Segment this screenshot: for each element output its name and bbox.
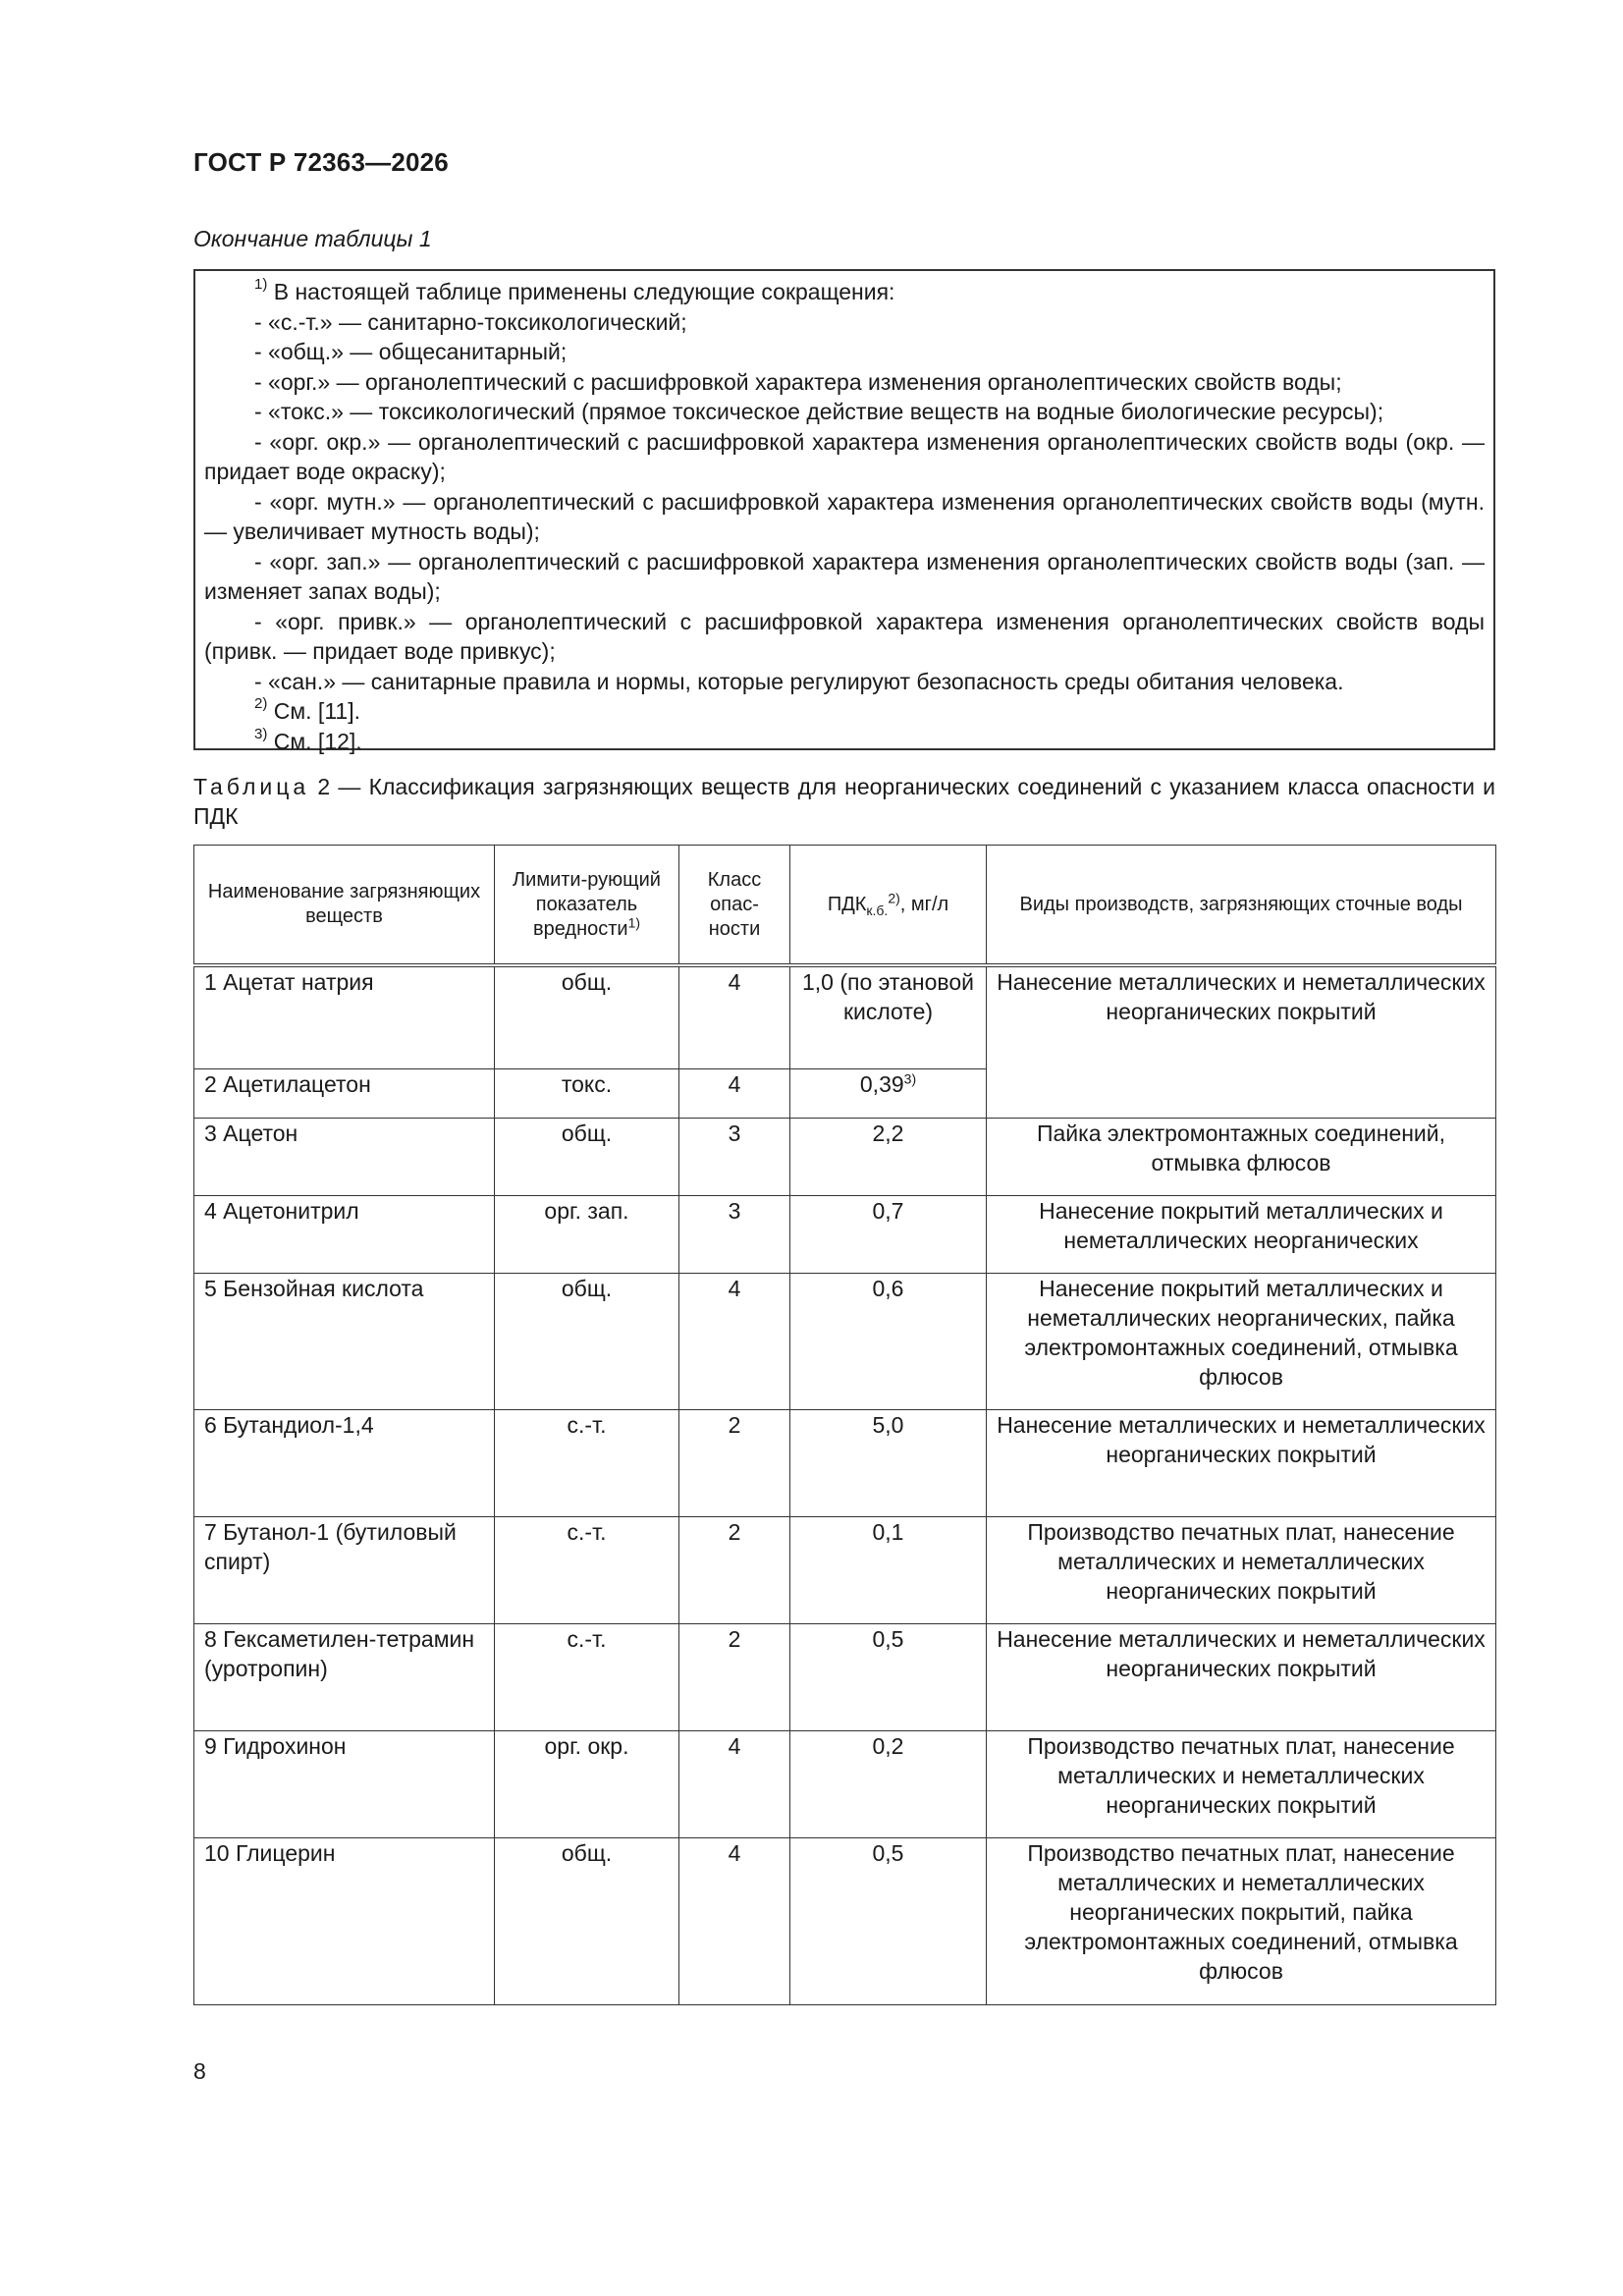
table-header-row [194, 846, 1496, 966]
cell-name: 5 Бензойная кислота [194, 1273, 495, 1409]
table-row [194, 1273, 1496, 1409]
note-item: - «орг. зап.» — органолептический с расшифровкой характера изменения органолептических свойств воды (зап. — изменяет запах воды); [204, 548, 1485, 604]
header-pdk-unit: , мг/л [899, 893, 949, 915]
note-item: - «орг. привк.» — органолептический с расшифровкой характера изменения органолептических свойств воды (привк. — придает воде привкус); [204, 608, 1485, 664]
cell-class: 4 [679, 1068, 790, 1118]
cell-class: 4 [679, 1837, 790, 2004]
cell-class: 2 [679, 1516, 790, 1623]
pollutants-table [193, 845, 1496, 2005]
footnote-ref-2 [204, 696, 1485, 727]
cell-industries: Производство печатных плат, нанесение металлических и неметаллических неорганических покрытий, пайка электромонтажных соединений, отмывка флюсов [987, 1837, 1496, 2004]
note-item: - «с.-т.» — санитарно-токсикологический; [254, 308, 687, 335]
cell-industries: Производство печатных плат, нанесение металлических и неметаллических неорганических покрытий [987, 1516, 1496, 1623]
note-item: - «токс.» — токсикологический (прямое токсическое действие веществ на водные биологические ресурсы); [254, 399, 1384, 424]
table-caption-text: — Классификация загрязняющих веществ для неорганических соединений с указанием класса опасности и ПДК [193, 774, 1496, 829]
cell-name: 3 Ацетон [194, 1118, 495, 1195]
note-item: - «орг.» — органолептический с расшифровкой характера изменения органолептических свойств воды; [254, 368, 1342, 395]
cell-pdk-sup: 3) [903, 1069, 917, 1086]
table-row [194, 1409, 1496, 1516]
cell-pdk: 0,5 [790, 1837, 987, 2004]
cell-limit: с.-т. [495, 1623, 679, 1730]
note-item: - «орг. окр.» — органолептический с расшифровкой характера изменения органолептических свойств воды (окр. — придает воде окраску); [204, 428, 1485, 484]
note-item: - «орг. мутн.» — органолептический с расшифровкой характера изменения органолептических свойств воды (мутн. — увеличивает мутность воды); [204, 488, 1485, 544]
cell-class: 2 [679, 1623, 790, 1730]
footnote-ref-3 [204, 727, 1485, 757]
cell-pdk: 0,5 [790, 1623, 987, 1730]
table-row [194, 1516, 1496, 1623]
cell-limit: общ. [495, 1837, 679, 2004]
cell-pdk: 5,0 [790, 1409, 987, 1516]
header-limit [495, 846, 679, 966]
cell-industries: Нанесение металлических и неметаллических неорганических покрытий [987, 1623, 1496, 1730]
cell-name: 4 Ацетонитрил [194, 1195, 495, 1273]
cell-limit: с.-т. [495, 1409, 679, 1516]
cell-name: 9 Гидрохинон [194, 1730, 495, 1837]
abbreviations-notes-box [193, 269, 1495, 754]
header-industries: Виды производств, загрязняющих сточные воды [987, 846, 1496, 966]
cell-class: 4 [679, 1730, 790, 1837]
header-limit-sup: 1) [627, 913, 641, 930]
table-caption [193, 772, 1495, 831]
footnote-mark: 1) [254, 276, 268, 294]
cell-class: 3 [679, 1118, 790, 1195]
cell-limit: общ. [495, 965, 679, 1068]
cell-pdk: 1,0 (по этановой кислоте) [790, 965, 987, 1068]
cell-limit: с.-т. [495, 1516, 679, 1623]
notes-intro-text: В настоящей таблице применены следующие сокращения: [267, 279, 895, 304]
cell-limit: общ. [495, 1273, 679, 1409]
header-pdk [790, 846, 987, 966]
cell-pdk: 0,7 [790, 1195, 987, 1273]
table-row [194, 1623, 1496, 1730]
table-row [194, 1195, 1496, 1273]
cell-name: 6 Бутандиол-1,4 [194, 1409, 495, 1516]
table-row [194, 965, 1496, 1068]
cell-name: 1 Ацетат натрия [194, 965, 495, 1068]
cell-class: 3 [679, 1195, 790, 1273]
note-item: - «сан.» — санитарные правила и нормы, которые регулируют безопасность среды обитания человека. [254, 668, 1344, 694]
header-pdk-main: ПДК [827, 893, 867, 915]
cell-industries: Нанесение металлических и неметаллических неорганических покрытий [987, 1409, 1496, 1516]
cell-limit: токс. [495, 1068, 679, 1118]
cell-pdk: 0,6 [790, 1273, 987, 1409]
cell-pdk [790, 1068, 987, 1118]
cell-pdk: 0,2 [790, 1730, 987, 1837]
cell-class: 4 [679, 965, 790, 1068]
cell-name: 2 Ацетилацетон [194, 1068, 495, 1118]
table-row [194, 1730, 1496, 1837]
table-caption-number: 2 [309, 774, 331, 799]
cell-name: 10 Глицерин [194, 1837, 495, 2004]
cell-industries: Нанесение металлических и неметаллических неорганических покрытий [987, 965, 1496, 1118]
cell-class: 2 [679, 1409, 790, 1516]
cell-pdk-value: 0,39 [859, 1070, 904, 1097]
header-pdk-sub: к.б. [866, 902, 889, 918]
table-caption-label: Таблица [193, 774, 310, 799]
cell-limit: орг. зап. [495, 1195, 679, 1273]
cell-name: 8 Гексаметилен-тетрамин (уротропин) [194, 1623, 495, 1730]
table-row [194, 1837, 1496, 2004]
cell-limit: общ. [495, 1118, 679, 1195]
cell-limit: орг. окр. [495, 1730, 679, 1837]
header-pdk-sup: 2) [888, 889, 900, 905]
cell-pdk: 2,2 [790, 1118, 987, 1195]
header-name: Наименование загрязняющих веществ [194, 846, 495, 966]
header-class: Класс опас-ности [679, 846, 790, 966]
cell-class: 4 [679, 1273, 790, 1409]
cell-industries: Пайка электромонтажных соединений, отмывка флюсов [987, 1118, 1496, 1195]
cell-industries: Производство печатных плат, нанесение металлических и неметаллических неорганических покрытий [987, 1730, 1496, 1837]
notes-intro [204, 277, 1485, 307]
table-row [194, 1118, 1496, 1195]
cell-industries: Нанесение покрытий металлических и неметаллических неорганических [987, 1195, 1496, 1273]
cell-name: 7 Бутанол-1 (бутиловый спирт) [194, 1516, 495, 1623]
footnote-mark: 2) [254, 695, 268, 713]
cell-industries: Нанесение покрытий металлических и неметаллических неорганических, пайка электромонтажных соединений, отмывка флюсов [987, 1273, 1496, 1409]
header-limit-text: Лимити-рующий показатель вредности [513, 868, 661, 940]
table-continuation-label: Окончание таблицы 1 [193, 226, 432, 251]
footnote-mark: 3) [254, 725, 268, 742]
cell-pdk: 0,1 [790, 1516, 987, 1623]
document-code: ГОСТ Р 72363—2026 [193, 147, 449, 177]
note-item: - «общ.» — общесанитарный; [254, 339, 568, 364]
footnote-ref-text: См. [12]. [267, 728, 362, 754]
footnote-ref-text: См. [11]. [267, 698, 360, 724]
page-number: 8 [193, 2058, 206, 2084]
